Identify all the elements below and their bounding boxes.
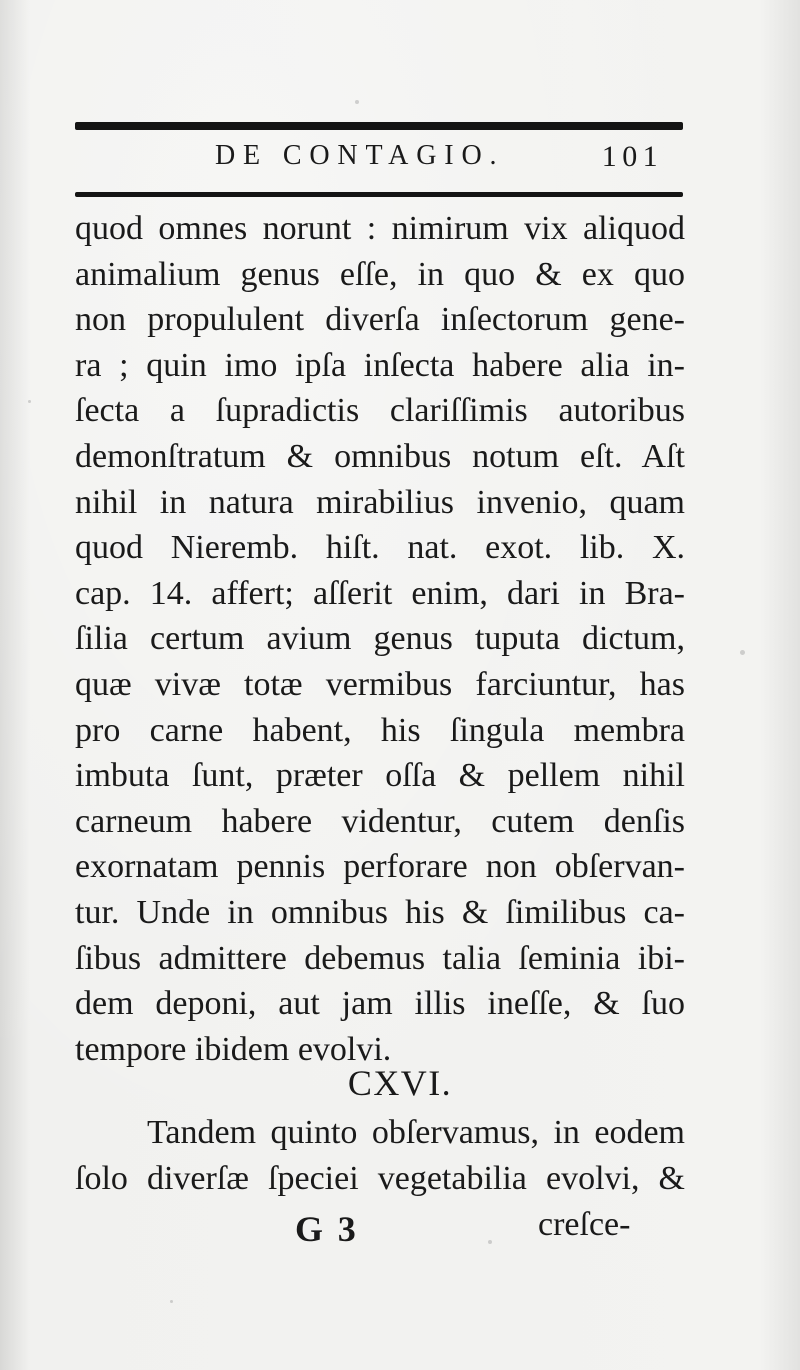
signature-mark: G 3 — [295, 1209, 359, 1249]
text-line: exornatam pennis perforare non obſervan- — [75, 848, 685, 886]
text-line: cap. 14. affert; aſſerit enim, dari in Bra- — [75, 574, 685, 612]
text-line: ra ; quin imo ipſa inſecta habere alia in- — [75, 346, 685, 384]
paragraph-body — [75, 206, 685, 1072]
text-line: Tandem quinto obſervamus, in eodem — [147, 1114, 685, 1151]
paper-speck — [28, 400, 31, 403]
paper-speck — [740, 650, 745, 655]
header-rule-bottom — [75, 192, 683, 197]
text-line: non propululent diverſa inſectorum gene- — [75, 301, 685, 339]
text-line: pro carne habent, his ſingula membra — [75, 711, 685, 749]
text-line: carneum habere videntur, cutem denſis — [75, 802, 685, 840]
text-line: demonſtratum & omnibus notum eſt. Aſt — [75, 437, 685, 475]
header-rule-top — [75, 122, 683, 130]
paper-speck — [170, 1300, 173, 1303]
running-title: DE CONTAGIO. — [215, 140, 505, 171]
text-line: tempore ibidem evolvi. — [75, 1030, 392, 1068]
text-line: ſilia certum avium genus tuputa dictum, — [75, 620, 685, 658]
text-line: animalium genus eſſe, in quo & ex quo — [75, 255, 685, 293]
text-line: ſibus admittere debemus talia ſeminia ibi- — [75, 939, 685, 977]
text-line: ſolo diverſæ ſpeciei vegetabilia evolvi, & — [75, 1160, 685, 1197]
text-line: ſecta a ſupradictis clariſſimis autoribus — [75, 392, 685, 430]
catchword: creſce- — [538, 1206, 631, 1243]
text-line: quod omnes norunt : nimirum vix aliquod — [75, 210, 685, 247]
text-line: quod Nieremb. hiſt. nat. exot. lib. X. — [75, 529, 685, 567]
section-heading: CXVI. — [347, 1063, 453, 1103]
text-line: imbuta ſunt, præter oſſa & pellem nihil — [75, 757, 685, 795]
text-line: quæ vivæ totæ vermibus farciuntur, has — [75, 665, 685, 703]
text-line: dem deponi, aut jam illis ineſſe, & ſuo — [75, 985, 685, 1023]
paper-speck — [355, 100, 359, 104]
paper-speck — [488, 1240, 492, 1244]
text-line: nihil in natura mirabilius invenio, quam — [75, 483, 685, 521]
section-paragraph — [75, 1110, 685, 1202]
running-header — [75, 140, 683, 180]
text-line: tur. Unde in omnibus his & ſimilibus ca- — [75, 893, 685, 931]
page-number: 101 — [601, 140, 663, 173]
